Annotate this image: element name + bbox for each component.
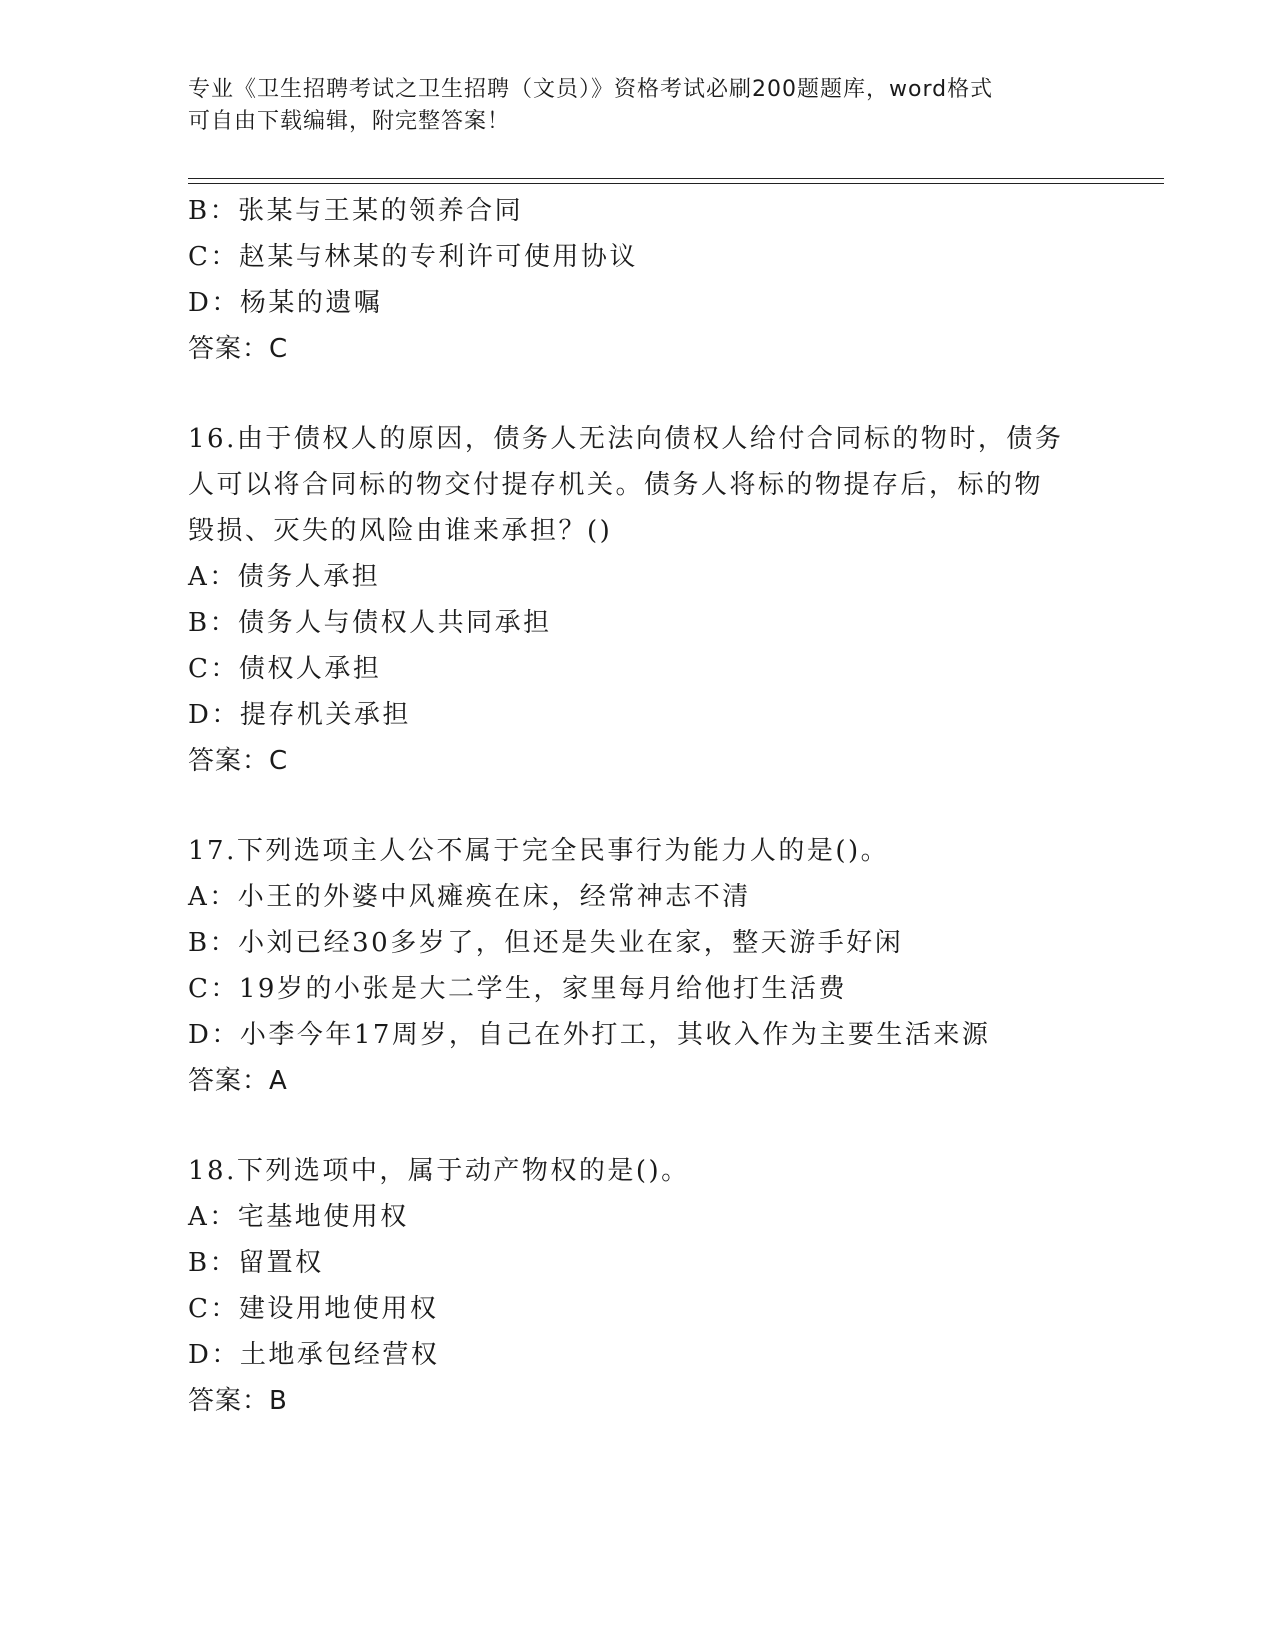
spacer <box>188 784 1108 828</box>
spacer <box>188 372 1108 416</box>
question-18-block <box>188 1148 1108 1424</box>
header-rule-bottom <box>188 183 1164 184</box>
question-text-line-2: 人可以将合同标的物交付提存机关。债务人将标的物提存后，标的物 <box>188 470 1044 500</box>
question-text-line-3: 毁损、灭失的风险由谁来承担？() <box>188 516 613 546</box>
header-line-2: 可自由下载编辑，附完整答案！ <box>188 109 511 134</box>
question-16-block <box>188 416 1108 784</box>
option-c: C：赵某与林某的专利许可使用协议 <box>188 242 638 272</box>
option-d: D：提存机关承担 <box>188 700 411 730</box>
option-c: C：建设用地使用权 <box>188 1294 439 1324</box>
option-d: D：小李今年17周岁，自己在外打工，其收入作为主要生活来源 <box>188 1020 991 1050</box>
question-content <box>188 188 1108 1424</box>
option-a: A：小王的外婆中风瘫痪在床，经常神志不清 <box>188 882 751 912</box>
answer: 答案：C <box>188 334 289 364</box>
option-a: A：宅基地使用权 <box>188 1202 409 1232</box>
question-text: 18.下列选项中，属于动产物权的是()。 <box>188 1156 690 1186</box>
answer: 答案：B <box>188 1386 288 1416</box>
option-b: B：留置权 <box>188 1248 324 1278</box>
header-line-1: 专业《卫生招聘考试之卫生招聘（文员）》资格考试必刷200题题库，word格式 <box>188 77 994 102</box>
option-a: A：债务人承担 <box>188 562 381 592</box>
option-b: B：债务人与债权人共同承担 <box>188 608 552 638</box>
option-b: B：张某与王某的领养合同 <box>188 196 524 226</box>
option-c: C：债权人承担 <box>188 654 382 684</box>
option-d: D：土地承包经营权 <box>188 1340 440 1370</box>
answer: 答案：A <box>188 1066 288 1096</box>
option-c: C：19岁的小张是大二学生，家里每月给他打生活费 <box>188 974 847 1004</box>
question-text-line-1: 16.由于债权人的原因，债务人无法向债权人给付合同标的物时，债务 <box>188 424 1064 454</box>
header-rule-top <box>188 178 1164 179</box>
option-d: D：杨某的遗嘱 <box>188 288 383 318</box>
question-text: 17.下列选项主人公不属于完全民事行为能力人的是()。 <box>188 836 890 866</box>
answer: 答案：C <box>188 746 289 776</box>
question-17-block <box>188 828 1108 1104</box>
option-b: B：小刘已经30多岁了，但还是失业在家，整天游手好闲 <box>188 928 904 958</box>
document-header <box>188 74 1088 138</box>
spacer <box>188 1104 1108 1148</box>
question-15-block <box>188 188 1108 372</box>
